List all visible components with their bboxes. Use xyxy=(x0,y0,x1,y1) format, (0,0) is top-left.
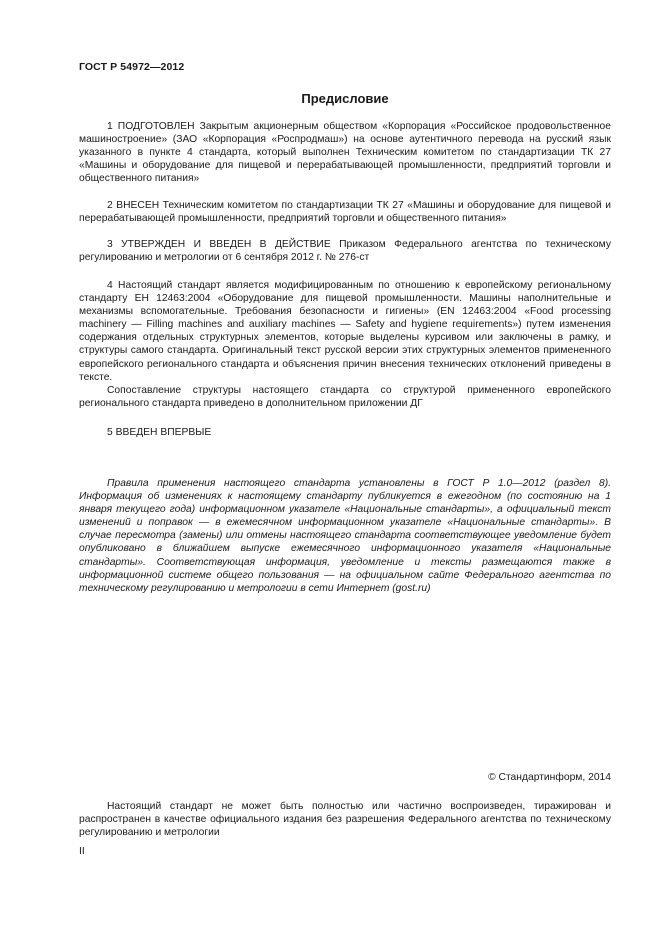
page-number: II xyxy=(79,846,85,857)
item-first-time xyxy=(79,426,611,439)
item-introduced-text: 2 ВНЕСЕН Техническим комитетом по стандартизации ТК 27 «Машины и оборудование для пищевой и перерабатывающей промышленности, предприятий торговли и общественного питания» xyxy=(79,200,611,225)
application-rules-notice: Правила применения настоящего стандарта установлены в ГОСТ Р 1.0—2012 (раздел 8). Информация об изменениях к настоящему стандарту публикуется в ежегодном (по состоянию на 1 января текущего года) информационном указателе «Национальные стандарты», а официальный текст изменений и поправок — в ежемесячном информационном указателе «Национальные стандарты». В случае пересмотра (замены) или отмены настоящего стандарта соответствующее уведомление будет опубликовано в ближайшем выпуске ежемесячного информационного указателя «Национальные стандарты». Соответствующая информация, уведомление и тексты размещаются также в информационной системе общего пользования — на официальном сайте Федерального агентства по техническому регулированию и метрологии в сети Интернет (gost.ru) xyxy=(79,478,611,594)
item-introduced xyxy=(79,199,611,225)
item-prepared xyxy=(79,120,611,185)
item-modified xyxy=(79,279,611,410)
standard-id: ГОСТ Р 54972—2012 xyxy=(79,61,185,73)
item-modified-text: 4 Настоящий стандарт является модифицированным по отношению к европейскому региональному стандарту ЕН 12463:2004 «Оборудование для пищевой промышленности. Машины наполнительные и механизмы вспомогательные. Требования безопасности и гигиены» (EN 12463:2004 «Food processing machinery — Filling machines and auxiliary machines — Safety and hygiene requirements») путем изменения содержания отдельных структурных элементов, которые выделены курсивом или заключены в рамку, и структуры самого стандарта. Оригинальный текст русской версии этих структурных элементов примененного европейского регионального стандарта и объяснения причин внесения технических отклонений приведены в тексте. xyxy=(79,280,611,383)
item-comparison-text: Сопоставление структуры настоящего стандарта со структурой примененного европейского регионального стандарта приведено в дополнительном приложении ДГ xyxy=(79,384,611,409)
item-first-time-text: 5 ВВЕДЕН ВПЕРВЫЕ xyxy=(107,427,212,438)
item-approved-text: 3 УТВЕРЖДЕН И ВВЕДЕН В ДЕЙСТВИЕ Приказом Федерального агентства по техническому регулированию и метрологии от 6 сентября 2012 г. № 276-ст xyxy=(79,239,611,264)
item-prepared-text: 1 ПОДГОТОВЛЕН Закрытым акционерным обществом «Корпорация «Российское продовольственное машиностроение» (ЗАО «Корпорация «Роспродмаш») на основе аутентичного перевода на русский язык указанного в пункте 4 стандарта, который выполнен Техническим комитетом по стандартизации ТК 27 «Машины и оборудование для пищевой и перерабатывающей промышленности, предприятий торговли и общественного питания» xyxy=(79,121,611,185)
reproduction-notice: Настоящий стандарт не может быть полностью или частично воспроизведен, тиражирован и распространен в качестве официального издания без разрешения Федерального агентства по техническому регулированию и метрологии xyxy=(79,801,611,839)
item-approved xyxy=(79,238,611,264)
page-title: Предисловие xyxy=(301,91,389,106)
copyright: © Стандартинформ, 2014 xyxy=(488,772,611,783)
